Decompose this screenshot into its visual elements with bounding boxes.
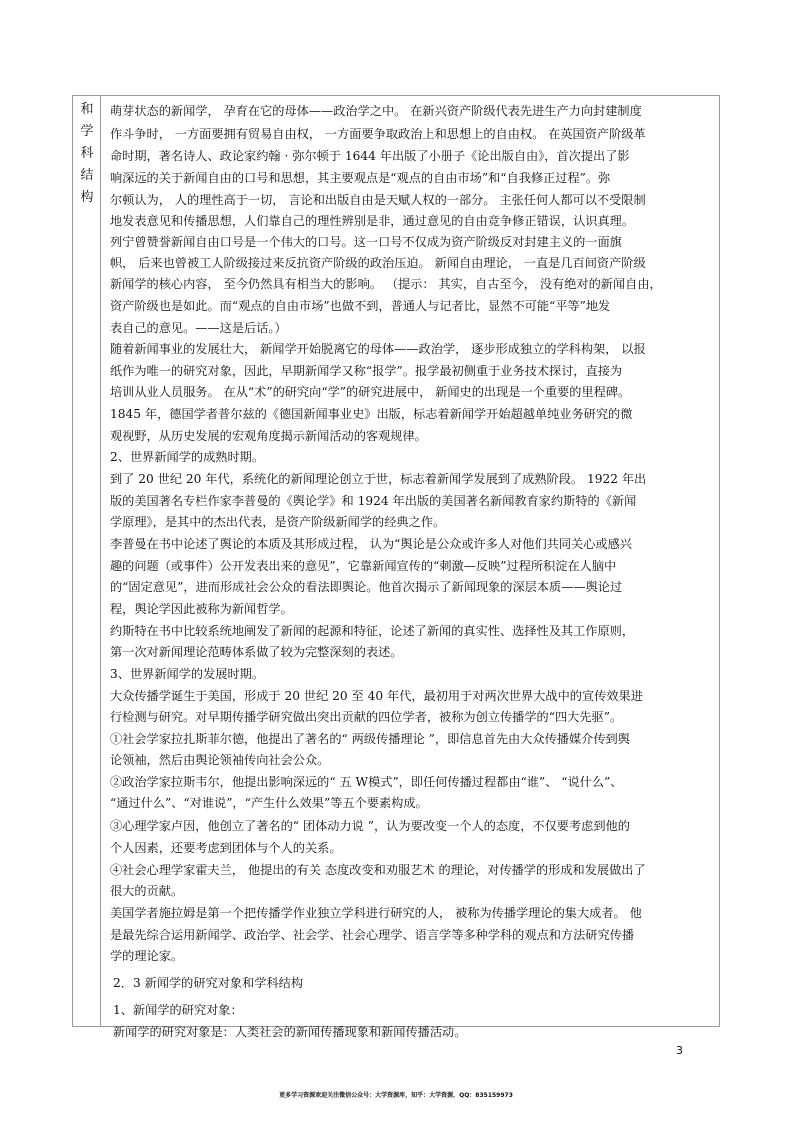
text-line: 学原理》，是其中的杰出代表，是资产阶级新闻学的经典之作。: [110, 515, 446, 529]
footer-note: 更多学习资源欢迎关注微信公众号：大学资源库，知乎：大学资源，QQ：835159973: [279, 1092, 513, 1099]
text-line: 2、世界新闻学的成熟时期。: [110, 450, 265, 464]
text-line: 大众传播学诞生于美国，形成于 20 世纪 20 至 40 年代，最初用于对两次世界大战中的宣传效果进: [110, 689, 643, 703]
text-line: 到了 20 世纪 20 年代，系统化的新闻理论创立于世，标志着新闻学发展到了成熟阶段。 1922 年出: [110, 472, 647, 486]
text-line: 行检测与研究。对早期传播学研究做出突出贡献的四位学者，被称为创立传播学的“四大先驱”。: [110, 710, 623, 724]
side-label-char: 构: [80, 190, 94, 205]
text-line: 新闻学的研究对象是：人类社会的新闻传播现象和新闻传播活动。: [113, 1025, 467, 1039]
text-line: ①社会学家拉扎斯菲尔德，他提出了著名的“ 两级传播理论 ”，即信息首先由大众传播媒介传到舆: [110, 732, 630, 746]
text-line: 3、世界新闻学的发展时期。: [110, 667, 265, 681]
text-line: 尔顿认为， 人的理性高于一切， 言论和出版自由是天赋人权的一部分。 主张任何人都可以不受限制: [110, 193, 646, 207]
text-line: ③心理学家卢因，他创立了著名的“ 团体动力说 ”，认为要改变一个人的态度，不仅要考虑到他的: [110, 819, 630, 833]
text-line: 趣的问题（或事件）公开发表出来的意见”，它靠新闻宣传的“刺激—反映”过程所积淀在人脑中: [110, 559, 617, 573]
text-line: 是最先综合运用新闻学、政治学、社会学、社会心理学、语言学等多种学科的观点和方法研究传播: [110, 928, 635, 942]
side-label-char: 科: [80, 146, 94, 161]
text-line: 随着新闻事业的发展壮大， 新闻学开始脱离它的母体——政治学， 逐步形成独立的学科构架， 以报: [110, 342, 646, 356]
text-line: 美国学者施拉姆是第一个把传播学作业独立学科进行研究的人， 被称为传播学理论的集大成者。 他: [110, 906, 642, 920]
text-line: 约斯特在书中比较系统地阐发了新闻的起源和特征，论述了新闻的真实性、选择性及其工作原则，: [110, 624, 635, 638]
text-line: 培训从业人员服务。 在从“术”的研究向“学”的研究进展中， 新闻史的出现是一个重要的里程碑。: [110, 385, 631, 399]
side-label-char: 学: [80, 124, 94, 139]
text-line: 个人因素，还要考虑到团体与个人的关系。: [110, 841, 342, 855]
text-line: 版的美国著名专栏作家李普曼的《舆论学》和 1924 年出版的美国著名新闻教育家约斯特的《新闻: [110, 494, 637, 508]
text-line: 纸作为唯一的研究对象，因此，早期新闻学又称“报学”。报学最初侧重于业务技术探讨，直接为: [110, 364, 623, 378]
text-line: ④社会心理学家霍夫兰， 他提出的有关 态度改变和劝服艺术 的理论，对传播学的形成和发展做出了: [110, 863, 646, 877]
text-line: “通过什么”、“对谁说”，“产生什么效果”等五个要素构成。: [110, 796, 428, 810]
text-line: 2．3 新闻学的研究对象和学科结构: [113, 976, 304, 990]
text-line: 很大的贡献。: [110, 884, 184, 898]
text-line: 地发表意见和传播思想，人们靠自己的理性辨别是非，通过意见的自由竞争修正错误，认识真理。: [110, 214, 635, 228]
text-line: 命时期，著名诗人、政论家约翰 · 弥尔顿于 1644 年出版了小册子《论出版自由》，首次提出了影: [110, 149, 630, 163]
text-line: 作斗争时， 一方面要拥有贸易自由权， 一方面要争取政治上和思想上的自由权。 在英国资产阶级革: [110, 127, 646, 141]
text-line: 的“固定意见”，进而形成社会公众的看法即舆论。他首次揭示了新闻现象的深层本质——舆论过: [110, 580, 623, 594]
text-line: 论领袖，然后由舆论领袖传向社会公众。: [110, 753, 330, 767]
text-line: 第一次对新闻理论范畴体系做了较为完整深刻的表述。: [110, 645, 403, 659]
side-label-column: [73, 96, 101, 1026]
text-line: 观视野，从历史发展的宏观角度揭示新闻活动的客观规律。: [110, 429, 427, 443]
side-label-char: 结: [80, 168, 94, 183]
side-label-char: 和: [80, 102, 94, 117]
text-line: 表自己的意见。——这是后话。）: [110, 321, 287, 335]
text-line: 萌芽状态的新闻学， 孕育在它的母体——政治学之中。 在新兴资产阶级代表先进生产力向封建制度: [110, 104, 642, 118]
text-line: ②政治学家拉斯韦尔，他提出影响深远的“ 五 W模式”，即任何传播过程都由“谁”、 “说什么”、: [110, 775, 623, 789]
page-number: 3: [676, 1044, 683, 1057]
text-line: 新闻学的核心内容， 至今仍然具有相当大的影响。 （提示： 其实，自古至今， 没有绝对的新闻自由，: [110, 277, 662, 291]
text-line: 学的理论家。: [110, 949, 184, 963]
text-line: 帜， 后来也曾被工人阶级接过来反抗资产阶级的政治压迫。 新闻自由理论， 一直是几百间资产阶级: [110, 256, 646, 270]
text-line: 李普曼在书中论述了舆论的本质及其形成过程， 认为“舆论是公众或许多人对他们共同关心或感兴: [110, 537, 632, 551]
text-line: 1、新闻学的研究对象：: [113, 1003, 243, 1017]
text-line: 1845 年，德国学者普尔兹的《德国新闻事业史》出版，标志着新闻学开始超越单纯业务研究的微: [110, 407, 633, 421]
text-line: 资产阶级也是如此。而“观点的自由市场”也做不到，普通人与记者比，显然不可能“平等”地发: [110, 299, 611, 313]
text-line: 响深远的关于新闻自由的口号和思想，其主要观点是“观点的自由市场”和“自我修正过程”。弥: [110, 171, 611, 185]
text-line: 列宁曾赞誉新闻自由口号是一个伟大的口号。这一口号不仅成为资产阶级反对封建主义的一面旗: [110, 235, 622, 249]
text-line: 程，舆论学因此被称为新闻哲学。: [110, 602, 293, 616]
